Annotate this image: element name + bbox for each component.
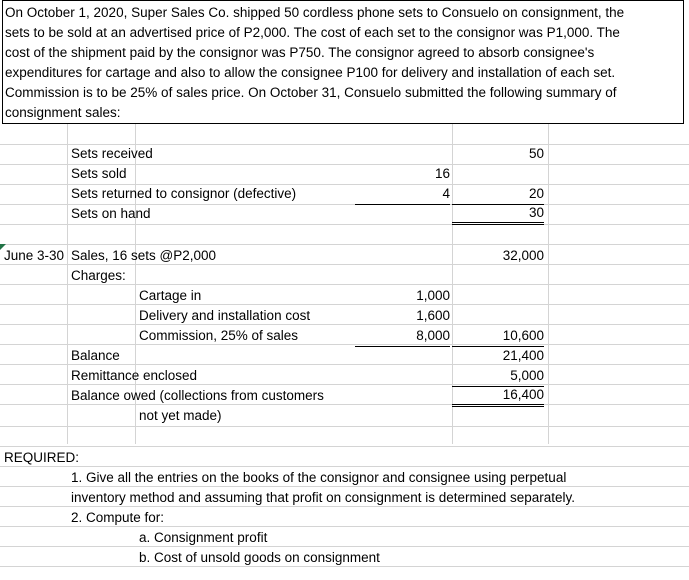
balance-owed-value: 16,400 <box>452 385 544 407</box>
required-heading: REQUIRED: <box>4 450 80 465</box>
required-item-1: 1. Give all the entries on the books of the consignor and consignee using perpetual <box>71 470 567 485</box>
problem-line: expenditures for cartage and also to allow the consignee P100 for delivery and installation of each set. <box>5 65 616 80</box>
gridline <box>0 224 689 225</box>
gridline <box>0 344 689 345</box>
sets-on-hand-label: Sets on hand <box>71 206 151 221</box>
problem-line: cost of the shipment paid by the consignor was P750. The consignor agreed to absorb consignee's <box>5 45 595 60</box>
gridline <box>0 244 689 245</box>
gridline <box>0 304 689 305</box>
sets-received-label: Sets received <box>71 146 153 161</box>
commission-label: Commission, 25% of sales <box>139 328 299 343</box>
gridline <box>0 426 689 427</box>
remittance-value: 5,000 <box>452 366 544 387</box>
sets-sold-label: Sets sold <box>71 166 127 181</box>
required-item-1-cont: inventory method and assuming that profit on consignment is determined separately. <box>71 490 576 505</box>
cartage-value: 1,000 <box>416 288 450 303</box>
sales-date: June 3-30 <box>4 248 65 263</box>
sets-sold-value: 16 <box>434 166 450 181</box>
problem-line: sets to be sold at an advertised price of P2,000. The cost of each set to the consignor was P1,000. The <box>5 25 620 40</box>
sales-value: 32,000 <box>502 248 544 263</box>
delivery-value: 1,600 <box>416 308 450 323</box>
sets-returned-value: 4 <box>355 184 450 205</box>
problem-line: On October 1, 2020, Super Sales Co. shipped 50 cordless phone sets to Consuelo on consignment, the <box>5 5 625 20</box>
sets-received-value: 50 <box>528 146 544 161</box>
column-gridline <box>548 124 549 444</box>
gridline <box>0 446 689 447</box>
sets-returned-label: Sets returned to consignor (defective) <box>71 186 297 201</box>
sets-returned-total: 20 <box>452 184 544 205</box>
balance-label: Balance <box>71 348 120 363</box>
required-item-2a: a. Consignment profit <box>139 530 268 545</box>
commission-value: 8,000 <box>355 326 450 347</box>
gridline <box>0 546 689 547</box>
sets-on-hand-value: 30 <box>452 203 544 225</box>
gridline <box>0 466 689 467</box>
problem-line: Commission is to be 25% of sales price. On October 31, Consuelo submitted the following summary of <box>5 85 617 100</box>
balance-owed-label: Balance owed (collections from customers <box>71 388 324 403</box>
charges-label: Charges: <box>71 268 126 283</box>
gridline <box>0 324 689 325</box>
column-gridline <box>67 124 68 444</box>
balance-value: 21,400 <box>502 348 544 363</box>
required-item-2b: b. Cost of unsold goods on consignment <box>139 550 380 565</box>
charges-total: 10,600 <box>452 326 544 347</box>
problem-statement[interactable] <box>2 0 684 124</box>
problem-line: consignment sales: <box>5 105 121 120</box>
cartage-label: Cartage in <box>139 288 202 303</box>
balance-owed-label-cont: not yet made) <box>139 408 222 423</box>
remittance-label: Remittance enclosed <box>71 368 198 383</box>
required-item-2: 2. Compute for: <box>71 510 165 525</box>
sales-label: Sales, 16 sets @P2,000 <box>71 248 217 263</box>
delivery-label: Delivery and installation cost <box>139 308 311 323</box>
